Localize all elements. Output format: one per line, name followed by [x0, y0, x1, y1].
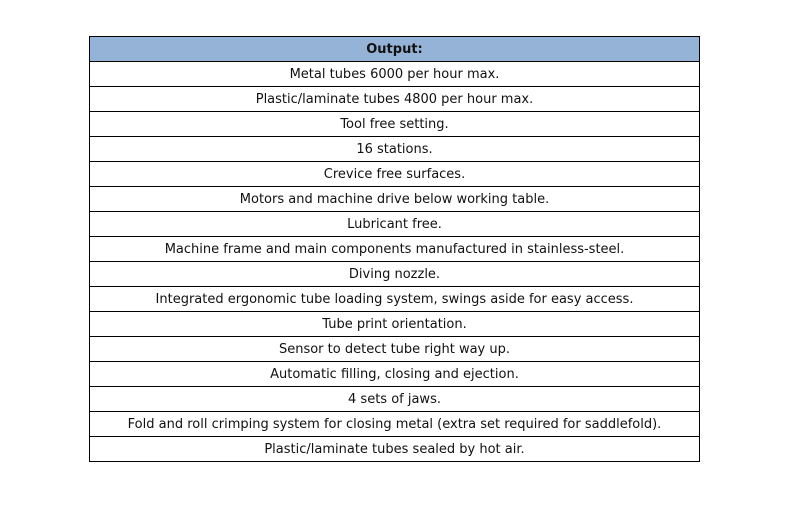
table-header-output: Output:	[90, 37, 700, 62]
table-cell: Integrated ergonomic tube loading system, swings aside for easy access.	[90, 287, 700, 312]
table-row	[90, 162, 700, 187]
table-row	[90, 337, 700, 362]
table-row	[90, 312, 700, 337]
table-row	[90, 437, 700, 462]
table-row	[90, 187, 700, 212]
table-cell: Tube print orientation.	[90, 312, 700, 337]
table-row	[90, 262, 700, 287]
table-row	[90, 212, 700, 237]
output-spec-table	[89, 36, 700, 462]
table-cell: Diving nozzle.	[90, 262, 700, 287]
table-header-row	[90, 37, 700, 62]
table-cell: Plastic/laminate tubes 4800 per hour max.	[90, 87, 700, 112]
table-cell: Plastic/laminate tubes sealed by hot air.	[90, 437, 700, 462]
table-cell: Tool free setting.	[90, 112, 700, 137]
table-cell: Machine frame and main components manufactured in stainless-steel.	[90, 237, 700, 262]
table-row	[90, 387, 700, 412]
table-cell: Crevice free surfaces.	[90, 162, 700, 187]
table-cell: Metal tubes 6000 per hour max.	[90, 62, 700, 87]
table-row	[90, 362, 700, 387]
table-row	[90, 62, 700, 87]
table-cell: Sensor to detect tube right way up.	[90, 337, 700, 362]
table-cell: 4 sets of jaws.	[90, 387, 700, 412]
table-cell: Fold and roll crimping system for closing metal (extra set required for saddlefold).	[90, 412, 700, 437]
table-row	[90, 237, 700, 262]
table-row	[90, 412, 700, 437]
table-cell: Motors and machine drive below working table.	[90, 187, 700, 212]
table-cell: Lubricant free.	[90, 212, 700, 237]
table-cell: Automatic filling, closing and ejection.	[90, 362, 700, 387]
table-row	[90, 112, 700, 137]
table-row	[90, 87, 700, 112]
table-row	[90, 137, 700, 162]
table-row	[90, 287, 700, 312]
table-cell: 16 stations.	[90, 137, 700, 162]
